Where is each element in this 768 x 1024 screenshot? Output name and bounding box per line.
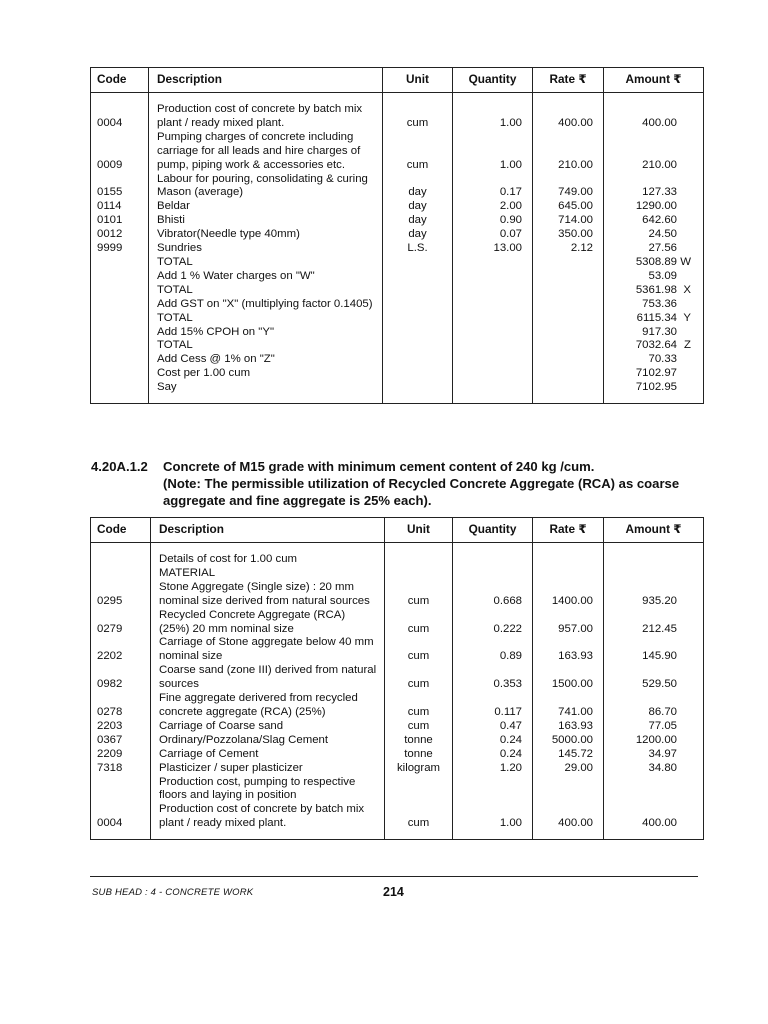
cell-rate: 714.00 [533,214,604,228]
cell-code [91,173,149,187]
cell-description: Add 1 % Water charges on "W" [149,270,383,284]
cell-code: 0295 [91,581,151,609]
header-amount: Amount ₹ [604,518,704,543]
cell-code: 0278 [91,692,151,720]
cell-quantity: 1.00 [453,803,533,839]
cell-amount [604,353,704,367]
cell-amount [604,543,704,567]
cell-amount [604,339,704,353]
cell-unit: cum [385,664,453,692]
cell-amount: 935.20 [604,581,704,609]
amount-value: 400.00 [642,116,677,129]
cell-quantity [453,543,533,567]
cell-code [91,543,151,567]
cell-code: 0982 [91,664,151,692]
cell-unit [383,353,453,367]
table-header-row [91,68,704,93]
table-row [91,186,704,200]
cell-rate [533,298,604,312]
cell-unit: day [383,214,453,228]
footer-divider [90,876,698,877]
cell-code: 9999 [91,242,149,256]
table-row [91,284,704,298]
cell-quantity [453,298,533,312]
cell-amount: 400.00 [604,803,704,839]
cell-description: Say [149,381,383,403]
cell-code: 2202 [91,636,151,664]
cell-unit [383,339,453,353]
cell-description: TOTAL [149,256,383,270]
table-2-body [91,543,704,840]
section-note: (Note: The permissible utilization of Recycled Concrete Aggregate (RCA) as coarse aggregate and fine aggregate is 25% each). [163,476,680,508]
cell-quantity: 1.00 [453,93,533,131]
table-row [91,339,704,353]
amount-value: 24.50 [648,228,677,241]
cell-unit [383,256,453,270]
cell-quantity: 0.24 [453,734,533,748]
cell-rate [533,543,604,567]
cell-quantity: 0.17 [453,186,533,200]
cell-amount [604,200,704,214]
cell-code: 0279 [91,609,151,637]
amount-value: 642.60 [642,214,677,227]
cell-code: 2203 [91,720,151,734]
cell-amount: 34.97 [604,748,704,762]
cell-unit [383,367,453,381]
cell-code: 0155 [91,186,149,200]
cell-unit [383,270,453,284]
table-row [91,200,704,214]
cell-rate [533,312,604,326]
cell-quantity [453,353,533,367]
cell-quantity [453,367,533,381]
cell-code [91,353,149,367]
header-unit: Unit [383,68,453,93]
cell-unit: day [383,200,453,214]
amount-value: 7102.95 [635,381,677,394]
cell-code [91,270,149,284]
amount-value: 5308.89 [635,255,677,268]
amount-value: 6115.34 [636,311,677,324]
amount-value: 917.30 [642,325,677,338]
amount-value: 27.56 [648,242,677,255]
cell-code [91,256,149,270]
cell-rate: 400.00 [533,803,604,839]
table-row [91,326,704,340]
cell-amount: 529.50 [604,664,704,692]
cell-amount [604,567,704,581]
cell-unit: tonne [385,734,453,748]
amount-value: 70.33 [648,353,677,366]
cell-rate [533,776,604,804]
cell-unit [383,173,453,187]
amount-value: 7102.97 [635,367,677,380]
cell-description: Stone Aggregate (Single size) : 20 mm nominal size derived from natural sources [151,581,385,609]
cell-amount: 212.45 [604,609,704,637]
total-marker: X [683,283,691,296]
table-row [91,803,704,839]
table-row [91,367,704,381]
cell-code: 0367 [91,734,151,748]
footer-subhead: SUB HEAD : 4 - CONCRETE WORK [92,887,254,898]
cell-amount [604,214,704,228]
cell-rate: 5000.00 [533,734,604,748]
cell-quantity: 0.222 [453,609,533,637]
cell-description: Production cost of concrete by batch mix plant / ready mixed plant. [149,93,383,131]
cell-rate: 163.93 [533,720,604,734]
header-quantity: Quantity [453,68,533,93]
cell-code [91,776,151,804]
cell-unit: kilogram [385,762,453,776]
cell-unit: cum [385,636,453,664]
header-code: Code [91,68,149,93]
cell-code [91,367,149,381]
cell-description: Details of cost for 1.00 cum [151,543,385,567]
cell-unit [385,543,453,567]
cell-quantity: 0.668 [453,581,533,609]
amount-value: 1290.00 [635,200,677,213]
table-row [91,762,704,776]
cell-quantity: 0.47 [453,720,533,734]
cell-description: Fine aggregate derivered from recycled concrete aggregate (RCA) (25%) [151,692,385,720]
cell-rate [533,270,604,284]
cell-code [91,326,149,340]
cell-amount [604,284,704,298]
cell-unit: cum [383,93,453,131]
table-row [91,173,704,187]
cell-rate: 2.12 [533,242,604,256]
cell-description: TOTAL [149,284,383,298]
cell-rate [533,173,604,187]
cell-rate [533,381,604,403]
cell-amount: 1200.00 [604,734,704,748]
table-1-body [91,93,704,404]
cell-unit: cum [385,581,453,609]
page-number: 214 [383,885,404,899]
cell-unit: cum [383,131,453,173]
cell-code [91,339,149,353]
cell-description: Mason (average) [149,186,383,200]
cell-amount [604,312,704,326]
cell-amount: 145.90 [604,636,704,664]
cell-description: Cost per 1.00 cum [149,367,383,381]
cell-description: Recycled Concrete Aggregate (RCA) (25%) 20 mm nominal size [151,609,385,637]
cell-rate: 29.00 [533,762,604,776]
cell-amount [604,131,704,173]
header-unit: Unit [385,518,453,543]
cell-amount [604,93,704,131]
cell-description: Carriage of Coarse sand [151,720,385,734]
rate-analysis-table-2 [90,517,704,840]
cell-code [91,567,151,581]
cell-rate: 957.00 [533,609,604,637]
cell-unit [385,776,453,804]
table-row [91,776,704,804]
table-row [91,381,704,403]
cell-description: Vibrator(Needle type 40mm) [149,228,383,242]
table-row [91,543,704,567]
cell-quantity: 2.00 [453,200,533,214]
cell-unit [383,312,453,326]
cell-rate [533,567,604,581]
cell-unit [383,298,453,312]
cell-quantity: 0.353 [453,664,533,692]
table-row [91,353,704,367]
table-row [91,131,704,173]
cell-quantity [453,776,533,804]
cell-quantity: 0.89 [453,636,533,664]
cell-amount [604,186,704,200]
cell-unit [383,326,453,340]
cell-amount [604,228,704,242]
cell-rate: 400.00 [533,93,604,131]
cell-rate: 163.93 [533,636,604,664]
table-row [91,270,704,284]
header-description: Description [149,68,383,93]
cell-amount [604,298,704,312]
cell-unit: cum [385,692,453,720]
cell-quantity: 1.00 [453,131,533,173]
cell-description: Production cost of concrete by batch mix plant / ready mixed plant. [151,803,385,839]
cell-description: Production cost, pumping to respective floors and laying in position [151,776,385,804]
section-number: 4.20A.1.2 [91,459,148,474]
cell-rate [533,367,604,381]
cell-rate [533,256,604,270]
amount-value: 7032.64 [635,339,677,352]
cell-amount: 77.05 [604,720,704,734]
header-rate: Rate ₹ [533,68,604,93]
table-row [91,636,704,664]
cell-unit: day [383,186,453,200]
cell-quantity [453,567,533,581]
table-row [91,748,704,762]
cell-amount [604,776,704,804]
cell-rate: 350.00 [533,228,604,242]
cell-code [91,312,149,326]
cell-rate [533,284,604,298]
cell-rate [533,326,604,340]
cell-code: 0114 [91,200,149,214]
cell-quantity [453,326,533,340]
total-marker: W [680,255,691,268]
table-row [91,298,704,312]
amount-value: 53.09 [648,269,677,282]
cell-unit: day [383,228,453,242]
cell-description: Coarse sand (zone III) derived from natural sources [151,664,385,692]
cell-amount [604,381,704,403]
cell-quantity: 13.00 [453,242,533,256]
cell-unit [385,567,453,581]
cell-unit: cum [385,803,453,839]
cell-rate: 210.00 [533,131,604,173]
table-row [91,692,704,720]
table-row [91,256,704,270]
cell-rate: 145.72 [533,748,604,762]
cell-description: MATERIAL [151,567,385,581]
cell-rate: 749.00 [533,186,604,200]
cell-code: 0004 [91,803,151,839]
cell-quantity [453,173,533,187]
cell-rate [533,339,604,353]
table-row [91,214,704,228]
cell-description: Labour for pouring, consolidating & curing [149,173,383,187]
cell-quantity [453,284,533,298]
cell-quantity: 1.20 [453,762,533,776]
table-row [91,609,704,637]
cell-quantity: 0.117 [453,692,533,720]
header-description: Description [151,518,385,543]
table-row [91,242,704,256]
cell-unit [383,381,453,403]
amount-value: 210.00 [642,158,677,171]
cell-amount: 34.80 [604,762,704,776]
table-row [91,581,704,609]
cell-description: Add GST on "X" (multiplying factor 0.1405) [149,298,383,312]
header-code: Code [91,518,151,543]
cell-code: 0009 [91,131,149,173]
cell-amount [604,326,704,340]
cell-description: Plasticizer / super plasticizer [151,762,385,776]
cell-unit: tonne [385,748,453,762]
cell-quantity: 0.90 [453,214,533,228]
cell-quantity: 0.24 [453,748,533,762]
cell-code [91,298,149,312]
table-row [91,228,704,242]
total-marker: Z [684,339,691,352]
cell-description: Ordinary/Pozzolana/Slag Cement [151,734,385,748]
cell-amount [604,173,704,187]
rate-analysis-table-1 [90,67,704,404]
cell-amount [604,270,704,284]
cell-code [91,284,149,298]
amount-value: 127.33 [642,186,677,199]
cell-description: Pumping charges of concrete including carriage for all leads and hire charges of pump, piping work & accessories etc. [149,131,383,173]
cell-amount [604,242,704,256]
cell-rate: 1500.00 [533,664,604,692]
cell-unit: cum [385,609,453,637]
cell-unit: cum [385,720,453,734]
cell-quantity [453,312,533,326]
cell-description: Add Cess @ 1% on "Z" [149,353,383,367]
cell-description: TOTAL [149,339,383,353]
table-row [91,312,704,326]
header-quantity: Quantity [453,518,533,543]
cell-rate: 645.00 [533,200,604,214]
amount-value: 753.36 [642,297,677,310]
cell-description: Sundries [149,242,383,256]
cell-amount: 86.70 [604,692,704,720]
cell-rate [533,353,604,367]
total-marker: Y [683,311,691,324]
amount-value: 5361.98 [635,283,677,296]
cell-description: TOTAL [149,312,383,326]
cell-description: Carriage of Cement [151,748,385,762]
header-rate: Rate ₹ [533,518,604,543]
table-row [91,664,704,692]
cell-quantity [453,256,533,270]
section-title: Concrete of M15 grade with minimum cement content of 240 kg /cum. [163,459,595,474]
cell-quantity [453,381,533,403]
cell-unit: L.S. [383,242,453,256]
cell-quantity [453,270,533,284]
cell-code [91,381,149,403]
cell-amount [604,367,704,381]
cell-rate: 741.00 [533,692,604,720]
table-row [91,93,704,131]
table-header-row [91,518,704,543]
cell-code: 0004 [91,93,149,131]
cell-description: Add 15% CPOH on "Y" [149,326,383,340]
cell-code: 2209 [91,748,151,762]
cell-quantity [453,339,533,353]
table-row [91,734,704,748]
cell-description: Bhisti [149,214,383,228]
cell-description: Carriage of Stone aggregate below 40 mm nominal size [151,636,385,664]
table-row [91,567,704,581]
cell-unit [383,284,453,298]
cell-description: Beldar [149,200,383,214]
cell-amount [604,256,704,270]
cell-code: 0101 [91,214,149,228]
table-row [91,720,704,734]
cell-quantity: 0.07 [453,228,533,242]
section-heading [91,458,711,509]
cell-code: 0012 [91,228,149,242]
header-amount: Amount ₹ [604,68,704,93]
cell-code: 7318 [91,762,151,776]
cell-rate: 1400.00 [533,581,604,609]
